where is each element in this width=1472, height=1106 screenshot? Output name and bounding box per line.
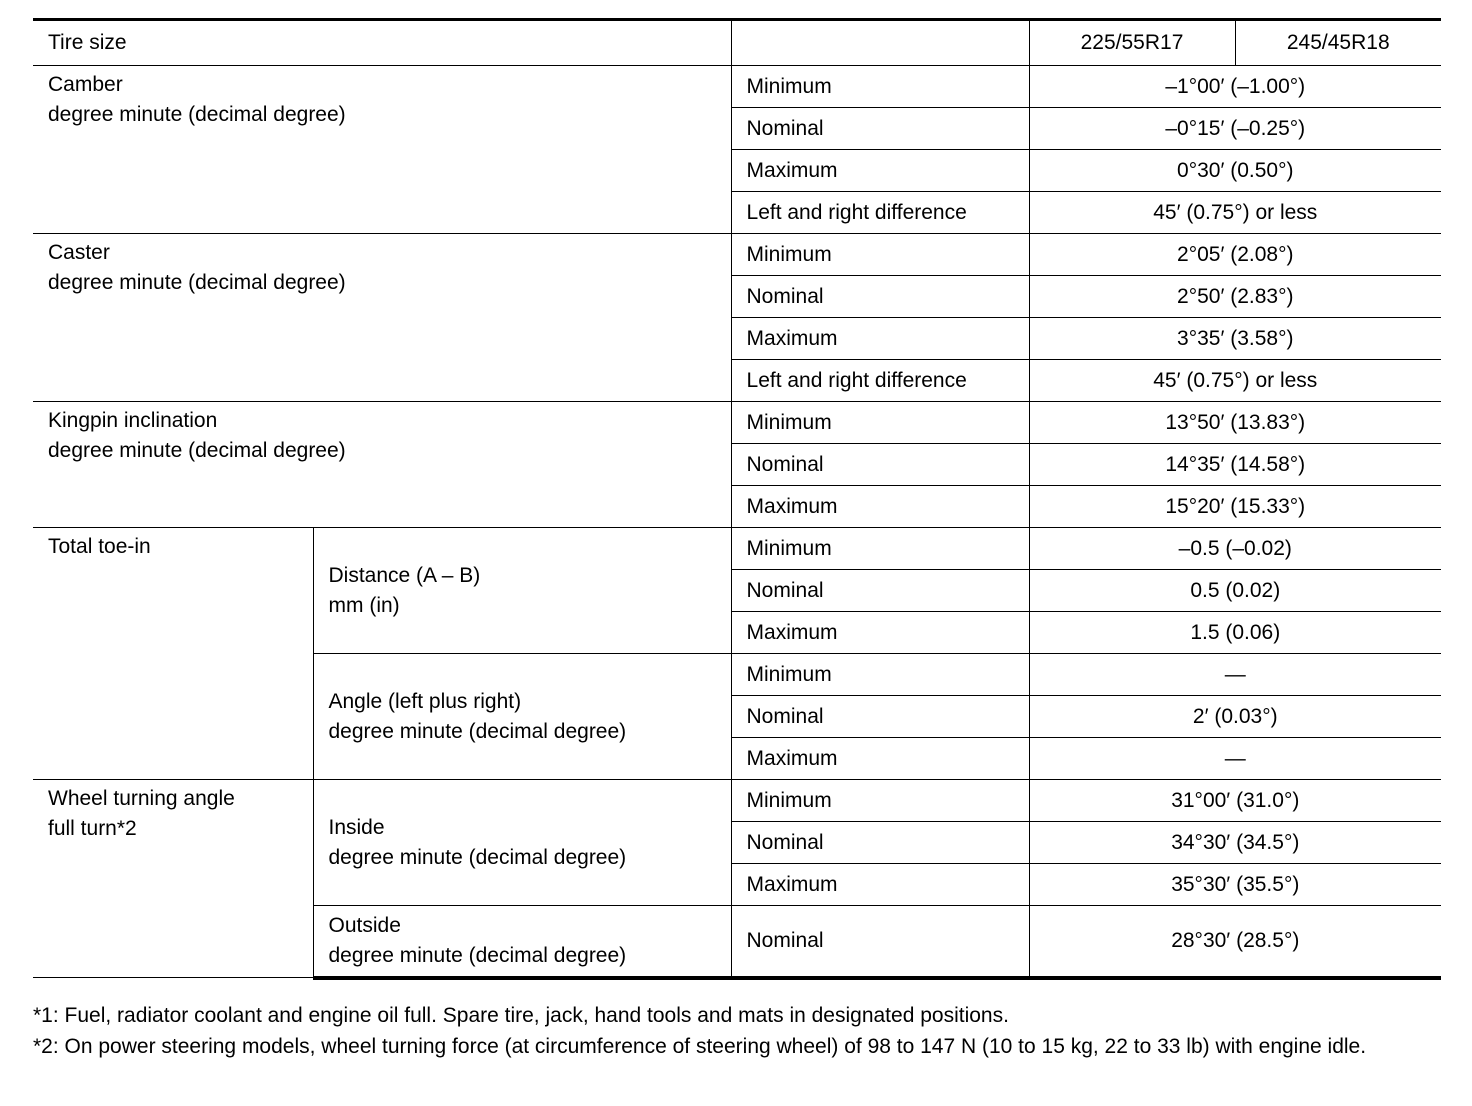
toe-in-label: Total toe-in bbox=[33, 528, 313, 780]
turning-label: Wheel turning angle bbox=[48, 787, 235, 810]
caster-value: 45′ (0.75°) or less bbox=[1029, 360, 1441, 402]
turning-outside-unit: degree minute (decimal degree) bbox=[328, 943, 627, 967]
kingpin-value: 15°20′ (15.33°) bbox=[1029, 486, 1441, 528]
toe-angle-label-cell bbox=[313, 654, 731, 780]
footnotes bbox=[33, 1000, 1441, 1062]
caster-label: Caster bbox=[48, 241, 110, 264]
table-row bbox=[33, 234, 1441, 276]
kingpin-label-cell bbox=[33, 402, 731, 528]
toe-distance-value: –0.5 (–0.02) bbox=[1029, 528, 1441, 570]
toe-angle-value: 2′ (0.03°) bbox=[1029, 696, 1441, 738]
turning-outside-label-cell bbox=[313, 906, 731, 978]
toe-angle-level: Minimum bbox=[731, 654, 1029, 696]
turning-inside-level: Minimum bbox=[731, 780, 1029, 822]
turning-inside-level: Maximum bbox=[731, 864, 1029, 906]
turning-inside-value: 31°00′ (31.0°) bbox=[1029, 780, 1441, 822]
camber-label: Camber bbox=[48, 73, 123, 96]
turning-inside-unit: degree minute (decimal degree) bbox=[328, 845, 627, 869]
caster-value: 2°05′ (2.08°) bbox=[1029, 234, 1441, 276]
turning-label-cell bbox=[33, 780, 313, 978]
turning-outside-value: 28°30′ (28.5°) bbox=[1029, 906, 1441, 978]
kingpin-value: 13°50′ (13.83°) bbox=[1029, 402, 1441, 444]
camber-level: Left and right difference bbox=[731, 192, 1029, 234]
toe-distance-unit: mm (in) bbox=[328, 593, 400, 617]
wheel-alignment-spec-table bbox=[33, 18, 1441, 980]
turning-inside-value: 35°30′ (35.5°) bbox=[1029, 864, 1441, 906]
camber-value: 45′ (0.75°) or less bbox=[1029, 192, 1441, 234]
toe-angle-level: Maximum bbox=[731, 738, 1029, 780]
header-tire-b: 245/45R18 bbox=[1235, 20, 1441, 66]
camber-level: Minimum bbox=[731, 66, 1029, 108]
turning-inside-label: Inside bbox=[328, 815, 385, 839]
footnote-2: *2: On power steering models, wheel turning force (at circumference of steering wheel) of 98 to 147 N (10 to 15 kg, 22 to 33 lb) with engine idle. bbox=[33, 1035, 1367, 1058]
camber-level: Maximum bbox=[731, 150, 1029, 192]
turning-outside-level: Nominal bbox=[731, 906, 1029, 978]
camber-value: –0°15′ (–0.25°) bbox=[1029, 108, 1441, 150]
header-tire-size: Tire size bbox=[33, 20, 731, 66]
camber-value: 0°30′ (0.50°) bbox=[1029, 150, 1441, 192]
table-header-row bbox=[33, 20, 1441, 66]
camber-value: –1°00′ (–1.00°) bbox=[1029, 66, 1441, 108]
caster-level: Maximum bbox=[731, 318, 1029, 360]
header-blank bbox=[731, 20, 1029, 66]
toe-angle-value: — bbox=[1029, 738, 1441, 780]
toe-distance-level: Minimum bbox=[731, 528, 1029, 570]
toe-distance-value: 1.5 (0.06) bbox=[1029, 612, 1441, 654]
table-row bbox=[33, 528, 1441, 570]
toe-distance-label-cell bbox=[313, 528, 731, 654]
table-row bbox=[33, 402, 1441, 444]
toe-distance-value: 0.5 (0.02) bbox=[1029, 570, 1441, 612]
caster-level: Minimum bbox=[731, 234, 1029, 276]
kingpin-level: Nominal bbox=[731, 444, 1029, 486]
turning-outside-label: Outside bbox=[328, 913, 401, 937]
caster-level: Left and right difference bbox=[731, 360, 1029, 402]
header-tire-a: 225/55R17 bbox=[1029, 20, 1235, 66]
kingpin-level: Minimum bbox=[731, 402, 1029, 444]
toe-angle-unit: degree minute (decimal degree) bbox=[328, 719, 627, 743]
caster-label-cell bbox=[33, 234, 731, 402]
camber-label-cell bbox=[33, 66, 731, 234]
toe-distance-level: Maximum bbox=[731, 612, 1029, 654]
caster-level: Nominal bbox=[731, 276, 1029, 318]
turning-inside-level: Nominal bbox=[731, 822, 1029, 864]
turning-inside-label-cell bbox=[313, 780, 731, 906]
toe-angle-level: Nominal bbox=[731, 696, 1029, 738]
caster-unit: degree minute (decimal degree) bbox=[48, 271, 346, 294]
caster-value: 3°35′ (3.58°) bbox=[1029, 318, 1441, 360]
camber-unit: degree minute (decimal degree) bbox=[48, 103, 346, 126]
kingpin-unit: degree minute (decimal degree) bbox=[48, 439, 346, 462]
table-row bbox=[33, 780, 1441, 822]
toe-angle-value: — bbox=[1029, 654, 1441, 696]
camber-level: Nominal bbox=[731, 108, 1029, 150]
kingpin-value: 14°35′ (14.58°) bbox=[1029, 444, 1441, 486]
table-row bbox=[33, 66, 1441, 108]
kingpin-label: Kingpin inclination bbox=[48, 409, 218, 432]
toe-distance-level: Nominal bbox=[731, 570, 1029, 612]
toe-angle-label: Angle (left plus right) bbox=[328, 689, 522, 713]
toe-distance-label: Distance (A – B) bbox=[328, 563, 481, 587]
kingpin-level: Maximum bbox=[731, 486, 1029, 528]
turning-inside-value: 34°30′ (34.5°) bbox=[1029, 822, 1441, 864]
turning-label-2: full turn*2 bbox=[48, 817, 137, 840]
footnote-1: *1: Fuel, radiator coolant and engine oil full. Spare tire, jack, hand tools and mats in designated positions. bbox=[33, 1004, 1009, 1027]
caster-value: 2°50′ (2.83°) bbox=[1029, 276, 1441, 318]
